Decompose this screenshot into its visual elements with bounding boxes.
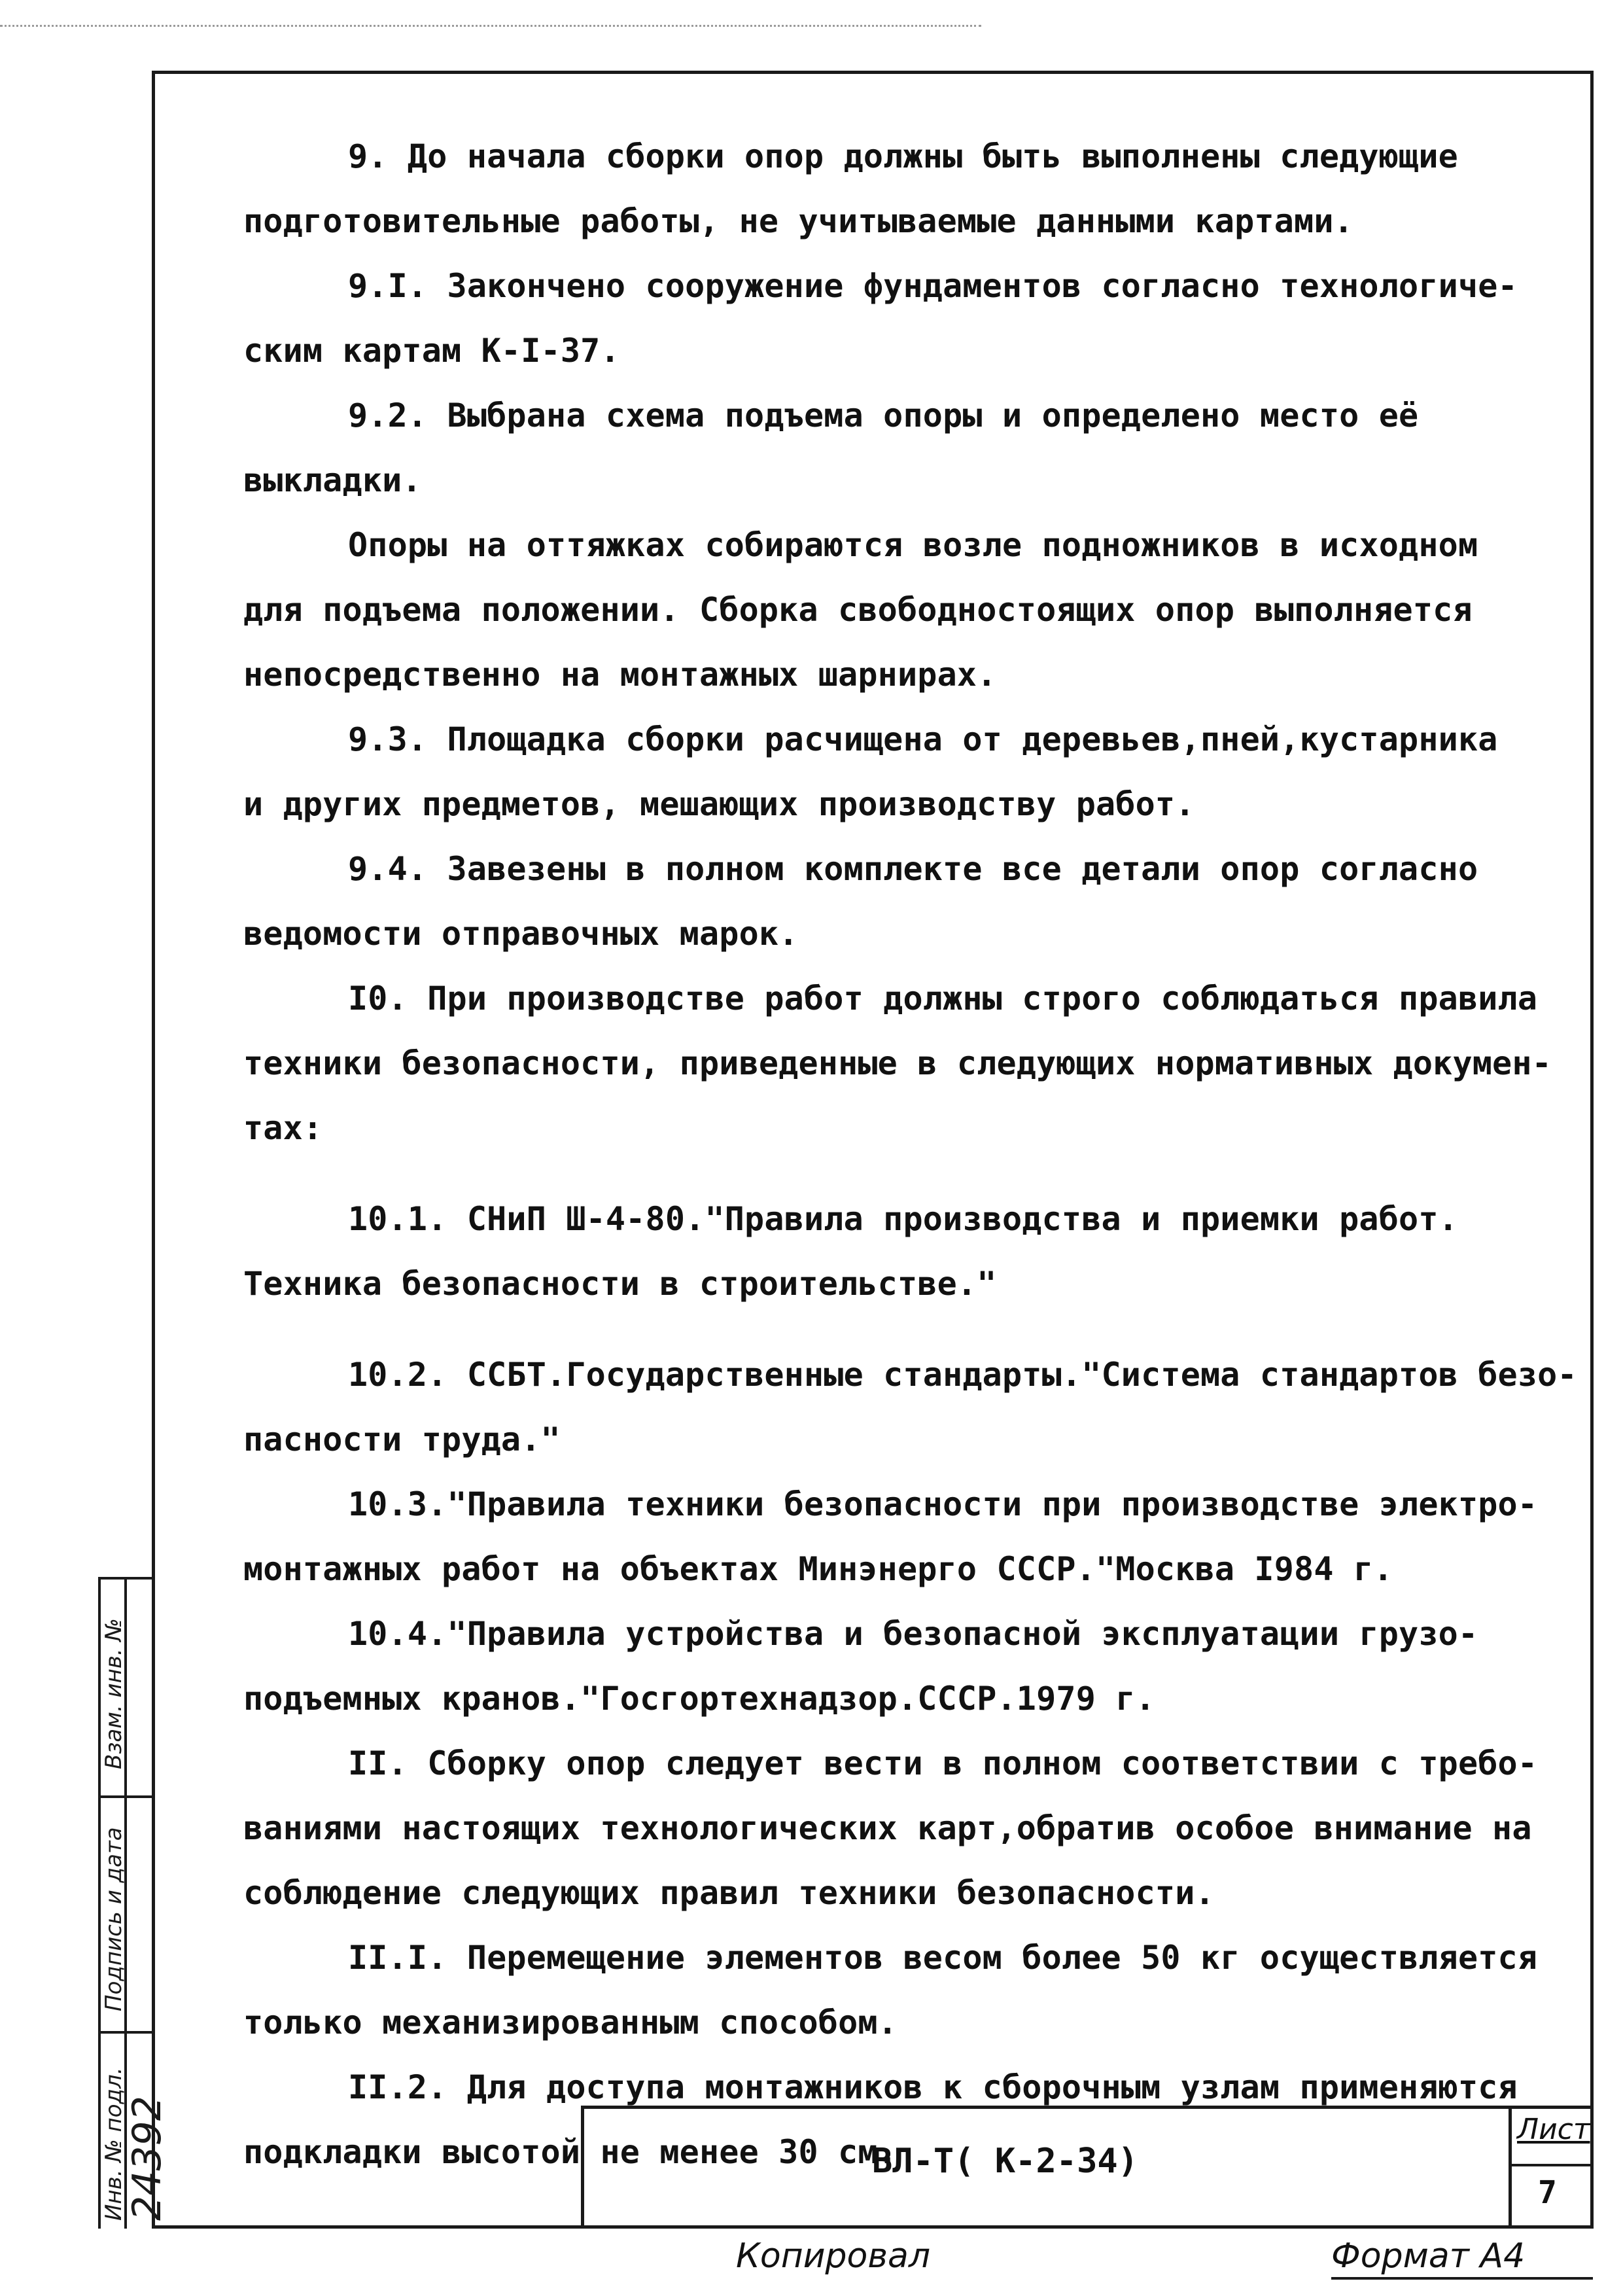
paragraph-11-1-line1: II.I. Перемещение элементов весом более 50 кг осуществляется <box>348 1939 1538 1977</box>
replacement-inventory-label: Взам. инв. № <box>101 1618 127 1769</box>
paragraph-9-4-line1: 9.4. Завезены в полном комплекте все детали опор согласно <box>348 850 1478 888</box>
paragraph-9-1-line1: 9.I. Закончено сооружение фундаментов согласно технологиче- <box>348 267 1518 305</box>
sheet-number: 7 <box>1538 2174 1557 2211</box>
paragraph-10-2-line1: 10.2. ССБТ.Государственные стандарты."Система стандартов безо- <box>348 1356 1577 1394</box>
paragraph-11-line1: II. Сборку опор следует вести в полном соответствии с требо- <box>348 1744 1538 1782</box>
copied-by-label: Копировал <box>736 2236 931 2276</box>
paragraph-10-1-line1: 10.1. СНиП Ш-4-80."Правила производства и приемки работ. <box>348 1200 1458 1238</box>
paragraph-9-1-line2: ским картам К-I-37. <box>243 332 620 370</box>
title-block <box>581 2106 1594 2229</box>
paragraph-supports-line3: непосредственно на монтажных шарнирах. <box>243 656 997 694</box>
paragraph-10-1-line2: Техника безопасности в строительстве." <box>243 1265 997 1303</box>
paragraph-9-3-line2: и других предметов, мешающих производству работ. <box>243 785 1195 823</box>
side-panel-rule <box>101 1795 152 1798</box>
paragraph-11-line3: соблюдение следующих правил техники безопасности. <box>243 1874 1215 1912</box>
paragraph-10-3-line2: монтажных работ на объектах Минэнерго СССР."Москва I984 г. <box>243 1550 1393 1588</box>
paragraph-11-2-line2: подкладки высотой не менее 30 см. <box>243 2133 898 2171</box>
paragraph-9-3-line1: 9.3. Площадка сборки расчищена от деревьев,пней,кустарника <box>348 720 1498 758</box>
paragraph-10-4-line1: 10.4."Правила устройства и безопасной эксплуатации грузо- <box>348 1615 1478 1653</box>
paragraph-10-3-line1: 10.3."Правила техники безопасности при производстве электро- <box>348 1485 1538 1523</box>
paragraph-10-2-line2: пасности труда." <box>243 1421 561 1458</box>
sheet-label: Лист <box>1517 2113 1590 2146</box>
original-inventory-label: Инв. № подл. <box>101 2067 127 2221</box>
paragraph-supports-line2: для подъема положении. Сборка свободностоящих опор выполняется <box>243 591 1473 629</box>
paragraph-supports-line1: Опоры на оттяжках собираются возле подножников в исходном <box>348 526 1478 564</box>
inventory-number: 24392 <box>124 2096 170 2221</box>
paragraph-10-4-line2: подъемных кранов."Госгортехнадзор.СССР.1979 г. <box>243 1680 1155 1718</box>
paragraph-9-2-line2: выкладки. <box>243 461 422 499</box>
paragraph-10-line1: I0. При производстве работ должны строго соблюдаться правила <box>348 980 1538 1017</box>
paragraph-10-line3: тах: <box>243 1109 323 1147</box>
format-label: Формат А4 <box>1331 2236 1526 2276</box>
paragraph-9-2-line1: 9.2. Выбрана схема подъема опоры и определено место её <box>348 397 1419 434</box>
paragraph-10-line2: техники безопасности, приведенные в следующих нормативных докумен- <box>243 1044 1552 1082</box>
sheet-cell <box>1509 2109 1594 2229</box>
paragraph-9-line2: подготовительные работы, не учитываемые данными картами. <box>243 202 1353 240</box>
side-panel-rule <box>101 2031 152 2034</box>
paragraph-11-1-line2: только механизированным способом. <box>243 2004 898 2041</box>
paragraph-11-2-line1: II.2. Для доступа монтажников к сборочным узлам применяются <box>348 2068 1518 2106</box>
paragraph-11-line2: ваниями настоящих технологических карт,обратив особое внимание на <box>243 1809 1532 1847</box>
scan-noise-line <box>0 25 981 27</box>
document-body <box>243 124 1583 2185</box>
sheet-divider <box>1512 2164 1594 2166</box>
signature-date-label: Подпись и дата <box>101 1827 127 2011</box>
format-underline <box>1331 2277 1593 2280</box>
side-stamp-panel <box>98 1577 170 2229</box>
document-code: ВЛ-Т( К-2-34) <box>872 2142 1138 2181</box>
paragraph-9-4-line2: ведомости отправочных марок. <box>243 915 799 953</box>
paragraph-9-line1: 9. До начала сборки опор должны быть выполнены следующие <box>348 137 1458 175</box>
